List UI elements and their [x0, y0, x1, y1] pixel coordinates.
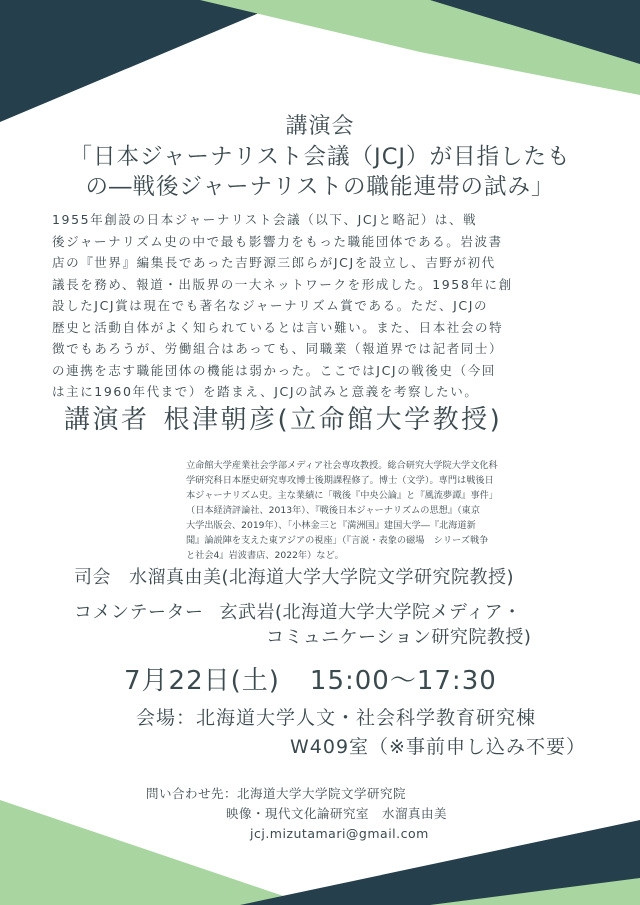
- lecture-title-line-1: 「日本ジャーナリスト会議（JCJ）が目指したも: [69, 144, 571, 170]
- event-date: 7月22日(土): [124, 666, 280, 696]
- bio-line: 聞』論説陣を支えた東アジアの視座」（『言説・表象の磁場 シリーズ戦争: [186, 535, 489, 546]
- abstract-line: 後ジャーナリズム史の中で最も影響力をもった職能団体である。岩波書: [52, 233, 503, 249]
- abstract: [52, 209, 588, 403]
- commentator-label: コメンテーター: [74, 602, 204, 623]
- room: W409室（※事前申し込み不要）: [290, 736, 586, 758]
- abstract-line: 店の『世界』編集長であった吉野源三郎らがJCJを設立し、吉野が初代: [52, 255, 496, 270]
- bio-line: 立命館大学産業社会学部メディア社会専攻教授。総合研究大学院大学文化科: [186, 460, 498, 471]
- contact-line-1: 問い合わせ先：北海道大学大学院文学研究院: [146, 786, 407, 801]
- speaker: [64, 402, 502, 438]
- abstract-line: 議長を務め、報道・出版界の一大ネットワークを形成した。1958年に創: [52, 276, 513, 292]
- chair: [74, 565, 514, 591]
- bio-line: と社会4』岩波書店、2022年）など。: [186, 550, 344, 561]
- speaker-name: 根津朝彦(立命館大学教授): [163, 405, 503, 435]
- bio-line: 本ジャーナリズム史。主な業績に「戦後『中央公論』と『風流夢譚』事件」: [186, 490, 499, 501]
- commentator-name-line-2: コミュニケーション研究院教授): [266, 627, 532, 648]
- venue: 会場：北海道大学人文・社会科学教育研究棟: [136, 707, 537, 729]
- bio-line: （日本経済評論社、2013年）、『戦後日本ジャーナリズムの思想』（東京: [186, 505, 481, 516]
- commentator-name-line-1: 玄武岩(北海道大学大学院メディア・: [219, 602, 522, 623]
- contact-email[interactable]: jcj.mizutamari@gmail.com: [250, 826, 429, 841]
- bio-line: 学研究科日本歴史研究専攻博士後期課程修了。博士（文学）。専門は戦後日: [186, 475, 494, 486]
- event-datetime: [124, 664, 497, 698]
- abstract-line: 歴史と活動自体がよく知られているとは言い難い。また、日本社会の特: [52, 319, 504, 335]
- chair-label: 司会: [74, 567, 111, 588]
- top-left-dark-triangle: [0, 0, 290, 122]
- bio-line: 大学出版会、2019年）、「小林金三と『満洲国』建国大学―『北海道新: [186, 520, 476, 531]
- event-type: 講演会: [285, 114, 355, 139]
- abstract-line: 1955年創設の日本ジャーナリスト会議（以下、JCJと略記）は、戦: [52, 212, 478, 227]
- contact-line-2: 映像・現代文化論研究室 水溜真由美: [226, 806, 448, 821]
- commentator: [74, 600, 522, 626]
- speaker-bio: [186, 458, 596, 563]
- abstract-line: 設したJCJ賞は現在でも著名なジャーナリズム賞である。ただ、JCJの: [52, 298, 489, 313]
- abstract-line: 徴でもあろうが、労働組合はあっても、同職業（報道界では記者同士）: [52, 341, 504, 356]
- speaker-label: 講演者: [64, 405, 150, 435]
- lecture-title-line-2: の―戦後ジャーナリストの職能連帯の試み」: [85, 174, 555, 200]
- abstract-line: は主に1960年代まで）を踏まえ、JCJの試みと意義を考察したい。: [52, 384, 479, 399]
- chair-name: 水溜真由美(北海道大学大学院文学研究院教授): [129, 567, 515, 588]
- event-time: 15:00〜17:30: [309, 666, 497, 696]
- abstract-line: の連携を志す職能団体の機能は弱かった。ここではJCJの戦後史（今回: [52, 362, 496, 378]
